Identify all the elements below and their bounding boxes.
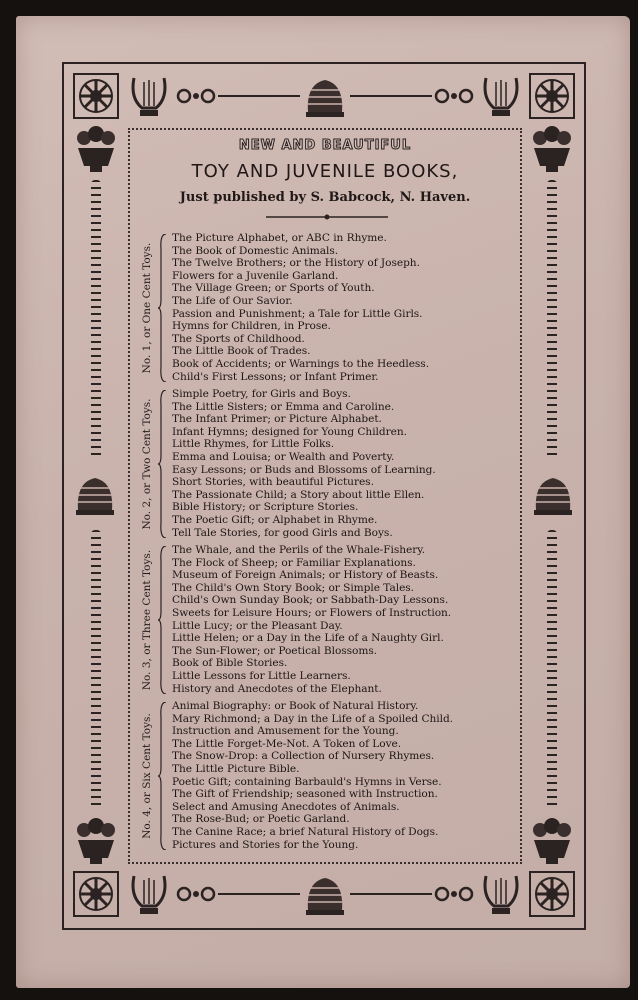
book-title: The Sun-Flower; or Poetical Blossoms. <box>172 644 378 657</box>
book-title: The Canine Race; a brief Natural History of Dogs. <box>172 825 439 838</box>
section-label: No. 2, or Two Cent Toys. <box>141 398 153 530</box>
book-title: Short Stories, with beautiful Pictures. <box>172 476 374 489</box>
book-title: The Flock of Sheep; or Familiar Explanations. <box>172 556 416 569</box>
section-one-cent-toys <box>136 232 512 384</box>
book-title: Passion and Punishment; a Tale for Little Girls. <box>172 307 423 320</box>
brace-icon <box>158 390 167 538</box>
vine-ornament <box>547 530 557 810</box>
book-title: Infant Hymns; designed for Young Children. <box>172 425 407 438</box>
border-rule <box>218 893 300 895</box>
flower-basket-ornament-icon <box>528 816 576 866</box>
book-list <box>172 388 516 539</box>
vine-ornament <box>547 180 557 460</box>
book-title: Book of Accidents; or Warnings to the Heedless. <box>172 357 430 370</box>
book-title: Mary Richmond; a Day in the Life of a Spoiled Child. <box>172 712 454 725</box>
book-title: Select and Amusing Anecdotes of Animals. <box>172 800 400 813</box>
brace-icon <box>158 546 167 694</box>
book-title: Simple Poetry, for Girls and Boys. <box>172 388 351 400</box>
book-title: The Little Forget-Me-Not. A Token of Love. <box>172 737 402 750</box>
section-three-cent-toys <box>136 544 512 696</box>
scroll-ornament-icon <box>434 86 474 106</box>
book-title: The Little Sisters; or Emma and Caroline. <box>172 400 395 413</box>
book-title: The Whale, and the Perils of the Whale-Fishery. <box>172 544 426 556</box>
book-title: Flowers for a Juvenile Garland. <box>172 269 339 282</box>
book-title: The Poetic Gift; or Alphabet in Rhyme. <box>172 513 378 526</box>
book-title: Child's First Lessons; or Infant Primer. <box>172 370 379 383</box>
book-title: Pictures and Stories for the Young. <box>172 838 359 851</box>
beehive-ornament-icon <box>72 472 118 518</box>
book-title: Child's Own Sunday Book; or Sabbath-Day Lessons. <box>172 594 449 607</box>
book-title: The Child's Own Story Book; or Simple Tales. <box>172 581 415 594</box>
book-title: The Passionate Child; a Story about little Ellen. <box>172 488 425 501</box>
book-title: The Picture Alphabet, or ABC in Rhyme. <box>172 232 387 244</box>
flower-basket-ornament-icon <box>528 124 576 174</box>
border-rule <box>350 95 432 97</box>
header-divider-icon <box>266 214 388 220</box>
section-two-cent-toys <box>136 388 512 540</box>
flower-basket-ornament-icon <box>72 816 120 866</box>
section-six-cent-toys <box>136 700 512 852</box>
book-title: Museum of Foreign Animals; or History of Beasts. <box>172 569 439 582</box>
book-list <box>172 232 516 383</box>
rosette-ornament-icon <box>528 72 576 120</box>
vine-ornament <box>91 180 101 460</box>
book-title: Hymns for Children, in Prose. <box>172 320 331 333</box>
book-title: Little Lessons for Little Learners. <box>172 669 351 682</box>
beehive-ornament-icon <box>302 872 348 918</box>
book-title: The Snow-Drop: a Collection of Nursery Rhymes. <box>172 750 435 763</box>
rosette-ornament-icon <box>72 870 120 918</box>
book-title: The Life of Our Savior. <box>172 294 293 307</box>
book-title: Instruction and Amusement for the Young. <box>172 725 399 738</box>
book-title: Tell Tale Stories, for good Girls and Boys. <box>172 526 393 539</box>
book-title: Poetic Gift; containing Barbauld's Hymns in Verse. <box>172 775 442 788</box>
book-title: Easy Lessons; or Buds and Blossoms of Learning. <box>172 463 436 476</box>
border-rule <box>350 893 432 895</box>
header-title: TOY AND JUVENILE BOOKS, <box>191 161 459 182</box>
beehive-ornament-icon <box>302 74 348 120</box>
book-title: The Little Book of Trades. <box>172 345 311 358</box>
book-title: The Infant Primer; or Picture Alphabet. <box>172 413 382 426</box>
scroll-ornament-icon <box>176 884 216 904</box>
rosette-ornament-icon <box>528 870 576 918</box>
border-rule <box>218 95 300 97</box>
header-line-new-and-beautiful: NEW AND BEAUTIFUL <box>238 138 412 153</box>
lyre-ornament-icon <box>478 870 524 918</box>
book-title: The Gift of Friendship; seasoned with Instruction. <box>172 788 438 801</box>
book-title: Sweets for Leisure Hours; or Flowers of Instruction. <box>172 606 452 619</box>
book-title: The Rose-Bud; or Poetic Garland. <box>172 813 350 826</box>
scroll-ornament-icon <box>434 884 474 904</box>
vine-ornament <box>91 530 101 810</box>
book-list <box>172 700 516 851</box>
section-label: No. 1, or One Cent Toys. <box>141 242 153 374</box>
section-label: No. 3, or Three Cent Toys. <box>141 549 153 691</box>
brace-icon <box>158 234 167 382</box>
rosette-ornament-icon <box>72 72 120 120</box>
book-title: The Village Green; or Sports of Youth. <box>172 282 375 295</box>
book-list <box>172 544 516 695</box>
book-title: Book of Bible Stories. <box>172 657 288 670</box>
header <box>130 136 520 205</box>
header-publisher: Just published by S. Babcock, N. Haven. <box>179 190 471 205</box>
book-title: The Twelve Brothers; or the History of Joseph. <box>172 257 420 270</box>
book-title: The Sports of Childhood. <box>172 332 305 345</box>
book-title: Animal Biography: or Book of Natural History. <box>172 700 419 712</box>
lyre-ornament-icon <box>478 72 524 120</box>
book-title: Bible History; or Scripture Stories. <box>172 501 359 514</box>
lyre-ornament-icon <box>126 870 172 918</box>
book-title: Emma and Louisa; or Wealth and Poverty. <box>172 450 395 463</box>
section-label: No. 4, or Six Cent Toys. <box>141 713 153 839</box>
beehive-ornament-icon <box>530 472 576 518</box>
lyre-ornament-icon <box>126 72 172 120</box>
book-title: The Little Picture Bible. <box>172 762 300 775</box>
brace-icon <box>158 702 167 850</box>
book-title: Little Rhymes, for Little Folks. <box>172 438 335 451</box>
book-title: Little Helen; or a Day in the Life of a Naughty Girl. <box>172 632 444 645</box>
book-title: History and Anecdotes of the Elephant. <box>172 682 382 695</box>
book-title: Little Lucy; or the Pleasant Day. <box>172 619 343 632</box>
scroll-ornament-icon <box>176 86 216 106</box>
flower-basket-ornament-icon <box>72 124 120 174</box>
book-title: The Book of Domestic Animals. <box>172 244 339 257</box>
